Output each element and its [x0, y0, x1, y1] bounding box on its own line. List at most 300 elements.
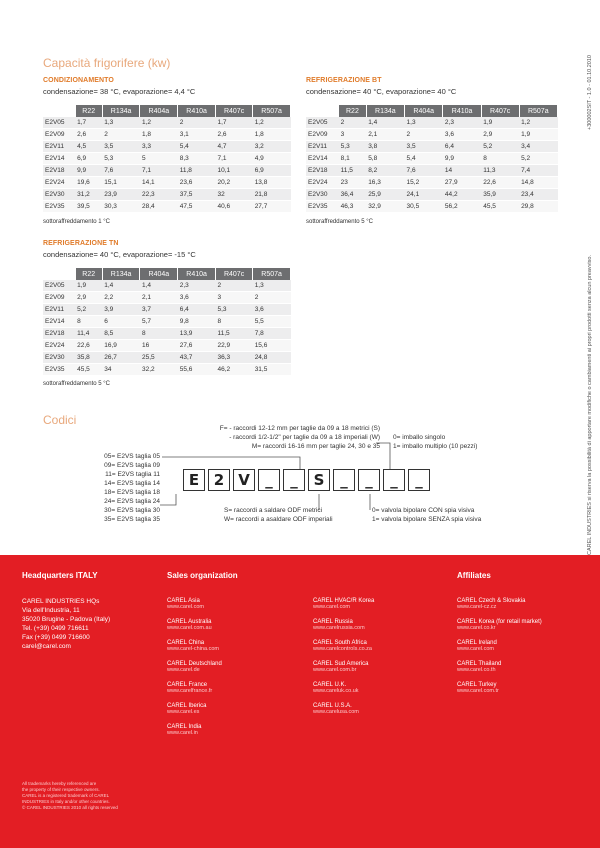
- office-entry: [457, 682, 542, 694]
- side-disclaimer: CAREL INDUSTRIES si riserva la possibilità di apportare modifiche o cambiamenti ai propri prodotti senza alcun preavviso.: [587, 255, 593, 555]
- size-legend-line: 09= E2VS taglia 09: [104, 462, 160, 469]
- code-box: V: [233, 469, 255, 491]
- office-url-link[interactable]: www.carel.com: [313, 604, 350, 610]
- office-entry: [167, 640, 222, 652]
- table-cell: 1,3: [102, 117, 140, 129]
- office-url-link[interactable]: www.carel.es: [167, 709, 200, 715]
- column-header: R507a: [253, 268, 291, 280]
- column-header: R407c: [215, 268, 252, 280]
- table-cell: 6,4: [178, 304, 216, 316]
- table-cell: 32,9: [366, 201, 404, 213]
- sight-legend-line: 0= valvola bipolare CON spia visiva: [372, 507, 475, 514]
- table-cell: 15,2: [405, 177, 443, 189]
- row-label: E2V11: [43, 141, 75, 153]
- row-label: E2V14: [306, 153, 339, 165]
- row-label: E2V30: [43, 189, 75, 201]
- table-cell: 2: [102, 129, 140, 141]
- table-row: [43, 189, 291, 201]
- column-header: R134a: [102, 105, 140, 117]
- table-cell: 25,9: [366, 189, 404, 201]
- code-box: _: [383, 469, 405, 491]
- table-cell: 19,6: [75, 177, 102, 189]
- row-label: E2V35: [43, 364, 75, 376]
- office-name: CAREL Russia: [313, 619, 353, 625]
- table-cell: 22,6: [481, 177, 519, 189]
- table-cell: 27,7: [253, 201, 291, 213]
- table-cell: 55,6: [178, 364, 216, 376]
- table-cell: 16: [140, 340, 178, 352]
- table-cell: 3,8: [366, 141, 404, 153]
- table-cell: 56,2: [443, 201, 481, 213]
- table-cell: 7,4: [519, 165, 557, 177]
- table-row: [43, 177, 291, 189]
- codici-title: Codici: [43, 413, 77, 427]
- row-label: E2V24: [43, 340, 75, 352]
- table-cell: 7,6: [102, 165, 140, 177]
- table-cell: 47,5: [178, 201, 216, 213]
- column-header: R410a: [178, 105, 216, 117]
- column-header: R404a: [405, 105, 443, 117]
- table-cell: 22,3: [140, 189, 178, 201]
- table-cell: 31,2: [75, 189, 102, 201]
- packing-legend-line: 1= imballo multiplo (10 pezzi): [393, 443, 478, 450]
- material-legend: [224, 506, 333, 524]
- table-cell: 5,8: [366, 153, 404, 165]
- office-url-link[interactable]: www.carel.com.tr: [457, 688, 499, 694]
- table-cell: 45,5: [75, 364, 102, 376]
- table-cell: 1,9: [519, 129, 557, 141]
- table-cell: 3,1: [178, 129, 216, 141]
- table-cell: 8: [215, 316, 252, 328]
- office-url-link[interactable]: www.careluk.co.uk: [313, 688, 359, 694]
- table-tn: [43, 268, 291, 376]
- table-cell: 1,3: [253, 280, 291, 292]
- office-url-link[interactable]: www.carel.com: [167, 604, 204, 610]
- table-row: [306, 153, 558, 165]
- row-label: E2V09: [43, 292, 75, 304]
- table-cell: 5,2: [481, 141, 519, 153]
- table-cell: 2: [339, 117, 367, 129]
- office-entry: [313, 598, 374, 610]
- column-header: R134a: [366, 105, 404, 117]
- table-cell: 31,5: [253, 364, 291, 376]
- table-cell: 1,4: [102, 280, 140, 292]
- table-row: [43, 316, 291, 328]
- section-subtitle-tn: condensazione= 40 °C, evaporazione= -15 °C: [43, 250, 196, 259]
- table-cell: 3,4: [519, 141, 557, 153]
- legal-line: the property of their respective owners.: [22, 787, 100, 792]
- table-row: [43, 117, 291, 129]
- office-entry: [457, 640, 542, 652]
- table-cell: 9,9: [75, 165, 102, 177]
- column-header: R507a: [519, 105, 557, 117]
- office-url-link[interactable]: www.carel.com.br: [313, 667, 357, 673]
- table-cell: 7,1: [140, 165, 178, 177]
- table-cell: 5: [140, 153, 178, 165]
- table-cell: 7,8: [253, 328, 291, 340]
- table-cell: 3,5: [102, 141, 140, 153]
- code-box: _: [258, 469, 280, 491]
- office-name: CAREL Sud America: [313, 661, 369, 667]
- table-cell: 5,2: [75, 304, 102, 316]
- office-url-link[interactable]: www.carel.co.th: [457, 667, 496, 673]
- document-code: +300002SIT - 1.0 - 01.10.2010: [587, 55, 593, 130]
- table-cell: 34: [102, 364, 140, 376]
- office-entry: [167, 703, 222, 715]
- table-cell: 30,3: [102, 201, 140, 213]
- table-cell: 4,9: [253, 153, 291, 165]
- table-cell: 22,9: [215, 340, 252, 352]
- table-cell: 2: [178, 117, 216, 129]
- table-cell: 13,9: [178, 328, 216, 340]
- table-cell: 6,9: [75, 153, 102, 165]
- hq-line: Tel. (+39) 0499 716611: [22, 625, 89, 632]
- table-cell: 35,9: [481, 189, 519, 201]
- table-cell: 5,5: [253, 316, 291, 328]
- hq-address: [22, 597, 110, 651]
- table-cell: 11,4: [75, 328, 102, 340]
- legal-line: © CAREL INDUSTRIES 2010 all rights reserved: [22, 805, 118, 810]
- table-cell: 3,2: [253, 141, 291, 153]
- table-cell: 10,1: [215, 165, 252, 177]
- connector-legend-line: M= raccordi 16-16 mm per taglie 24, 30 e 35: [251, 443, 380, 450]
- table-cell: 8,3: [178, 153, 216, 165]
- table-row: [43, 340, 291, 352]
- hq-email[interactable]: carel@carel.com: [22, 643, 71, 650]
- material-legend-line: S= raccordi a saldare ODF metrici: [224, 507, 323, 514]
- table-cell: 3,5: [405, 141, 443, 153]
- table-row: [306, 117, 558, 129]
- row-label: E2V18: [43, 328, 75, 340]
- row-label: E2V14: [43, 153, 75, 165]
- office-url-link[interactable]: www.carelfrance.fr: [167, 688, 213, 694]
- table-row: [43, 292, 291, 304]
- row-label: E2V14: [43, 316, 75, 328]
- table-cell: 28,4: [140, 201, 178, 213]
- office-url-link[interactable]: www.carel.com.au: [167, 625, 212, 631]
- office-entry: [313, 619, 374, 631]
- office-entry: [457, 598, 542, 610]
- table-cell: 3: [339, 129, 367, 141]
- row-label: E2V18: [306, 165, 339, 177]
- table-cell: 1,2: [519, 117, 557, 129]
- table-cell: 3,3: [140, 141, 178, 153]
- table-cell: 3,6: [253, 304, 291, 316]
- code-box: 2: [208, 469, 230, 491]
- table-cell: 44,2: [443, 189, 481, 201]
- office-name: CAREL HVAC/R Korea: [313, 598, 375, 604]
- hq-line: CAREL INDUSTRIES HQs: [22, 598, 100, 605]
- table-cell: 5,3: [215, 304, 252, 316]
- table-cell: 37,5: [178, 189, 216, 201]
- sales-title: Sales organization: [167, 571, 238, 580]
- table-cell: 5,4: [178, 141, 216, 153]
- table-cell: 8: [481, 153, 519, 165]
- table-cell: 1,4: [140, 280, 178, 292]
- sales-column-2: [313, 598, 374, 724]
- table-cell: 2,9: [75, 292, 102, 304]
- table-cell: 7,6: [405, 165, 443, 177]
- code-box: _: [408, 469, 430, 491]
- column-header: R407c: [215, 105, 252, 117]
- office-url-link[interactable]: www.carel.com: [457, 646, 494, 652]
- column-header: R507a: [253, 105, 291, 117]
- office-url-link[interactable]: www.carelcontrols.co.za: [313, 646, 372, 652]
- section-subtitle-cond: condensazione= 38 °C, evaporazione= 4,4 °C: [43, 87, 196, 96]
- size-legend-line: 18= E2VS taglia 18: [104, 489, 160, 496]
- table-cell: 15,6: [253, 340, 291, 352]
- table-cell: 2: [215, 280, 252, 292]
- table-cell: 16,9: [102, 340, 140, 352]
- column-header: R410a: [178, 268, 216, 280]
- note-bt: sottoraffreddamento 5 °C: [306, 219, 373, 225]
- sight-legend-line: 1= valvola bipolare SENZA spia visiva: [372, 516, 482, 523]
- office-entry: [167, 598, 222, 610]
- office-name: CAREL China: [167, 640, 205, 646]
- table-cell: 23: [339, 177, 367, 189]
- sales-column-1: [167, 598, 222, 745]
- table-cell: 14,8: [519, 177, 557, 189]
- table-cell: 21,8: [253, 189, 291, 201]
- office-name: CAREL Czech & Slovakia: [457, 598, 526, 604]
- table-cell: 26,7: [102, 352, 140, 364]
- sight-legend: [372, 506, 481, 524]
- line-connector: [162, 457, 300, 469]
- office-url-link[interactable]: www.carelrussia.com: [313, 625, 365, 631]
- column-header: R22: [339, 105, 367, 117]
- legal-line: INDUSTRIES in Italy and/or other countries.: [22, 799, 110, 804]
- table-cell: 2: [405, 129, 443, 141]
- office-url-link[interactable]: www.carelusa.com: [313, 709, 359, 715]
- table-row: [306, 165, 558, 177]
- code-box: S: [308, 469, 330, 491]
- hq-line: Fax (+39) 0499 716600: [22, 634, 90, 641]
- row-label: E2V05: [306, 117, 339, 129]
- table-cell: 1,8: [253, 129, 291, 141]
- table-cell: 5,7: [140, 316, 178, 328]
- table-cell: 3,6: [443, 129, 481, 141]
- note-cond: sottoraffreddamento 1 °C: [43, 219, 110, 225]
- table-row: [43, 141, 291, 153]
- table-cell: 8,5: [102, 328, 140, 340]
- office-name: CAREL France: [167, 682, 208, 688]
- office-name: CAREL Thailand: [457, 661, 502, 667]
- office-entry: [313, 661, 374, 673]
- row-label: E2V24: [43, 177, 75, 189]
- table-row: [43, 352, 291, 364]
- table-cell: 6: [102, 316, 140, 328]
- table-cell: 1,7: [215, 117, 252, 129]
- table-cell: 27,9: [443, 177, 481, 189]
- office-url-link[interactable]: www.carel.de: [167, 667, 200, 673]
- table-cell: 4,5: [75, 141, 102, 153]
- table-cell: 3,6: [178, 292, 216, 304]
- table-cell: 2,2: [102, 292, 140, 304]
- table-row: [306, 141, 558, 153]
- page-title: Capacità frigorifere (kw): [43, 56, 171, 70]
- office-entry: [457, 619, 542, 631]
- table-cell: 32: [215, 189, 252, 201]
- table-cell: 24,1: [405, 189, 443, 201]
- office-name: CAREL Australia: [167, 619, 212, 625]
- row-label: E2V09: [43, 129, 75, 141]
- table-cell: 1,8: [140, 129, 178, 141]
- office-name: CAREL Deutschland: [167, 661, 222, 667]
- office-url-link[interactable]: www.carel.in: [167, 730, 198, 736]
- table-cell: 23,4: [519, 189, 557, 201]
- table-cell: 23,9: [102, 189, 140, 201]
- column-header: R404a: [140, 105, 178, 117]
- table-cell: 2,6: [215, 129, 252, 141]
- office-entry: [167, 724, 222, 736]
- table-cell: 15,1: [102, 177, 140, 189]
- code-box: _: [283, 469, 305, 491]
- table-cell: 5,4: [405, 153, 443, 165]
- office-entry: [313, 640, 374, 652]
- material-legend-line: W= raccordi a asaldare ODF imperiali: [224, 516, 333, 523]
- table-cell: 27,6: [178, 340, 216, 352]
- table-cell: 14,1: [140, 177, 178, 189]
- table-cell: 9,8: [178, 316, 216, 328]
- table-row: [43, 280, 291, 292]
- table-row: [43, 201, 291, 213]
- table-cell: 46,2: [215, 364, 252, 376]
- section-title-bt: REFRIGERAZIONE BT: [306, 77, 382, 84]
- office-url-link[interactable]: www.carel-cz.cz: [457, 604, 497, 610]
- office-name: CAREL South Africa: [313, 640, 367, 646]
- office-name: CAREL Asia: [167, 598, 200, 604]
- table-cell: 11,5: [339, 165, 367, 177]
- table-cell: 9,9: [443, 153, 481, 165]
- table-cell: 1,4: [366, 117, 404, 129]
- table-cell: 5,2: [519, 153, 557, 165]
- office-url-link[interactable]: www.carel.co.kr: [457, 625, 496, 631]
- table-row: [43, 153, 291, 165]
- column-header: R410a: [443, 105, 481, 117]
- table-cell: 8,1: [339, 153, 367, 165]
- row-label: E2V18: [43, 165, 75, 177]
- table-row: [306, 177, 558, 189]
- table-cell: 2,3: [178, 280, 216, 292]
- office-name: CAREL Korea (for retail market): [457, 619, 542, 625]
- hq-line: 35020 Brugine - Padova (Italy): [22, 616, 111, 623]
- size-legend: [60, 452, 160, 524]
- table-cell: 4,7: [215, 141, 252, 153]
- table-cell: 1,9: [481, 117, 519, 129]
- affiliates-column: [457, 598, 542, 703]
- table-cell: 6,9: [253, 165, 291, 177]
- header-blank: [306, 105, 339, 117]
- table-cell: 45,5: [481, 201, 519, 213]
- table-row: [43, 328, 291, 340]
- office-entry: [313, 703, 374, 715]
- table-cell: 3,7: [140, 304, 178, 316]
- office-entry: [313, 682, 374, 694]
- table-bt: [306, 105, 558, 213]
- office-name: CAREL India: [167, 724, 202, 730]
- table-cell: 13,8: [253, 177, 291, 189]
- row-label: E2V35: [306, 201, 339, 213]
- office-entry: [167, 619, 222, 631]
- row-label: E2V09: [306, 129, 339, 141]
- column-header: R404a: [140, 268, 178, 280]
- table-cond: [43, 105, 291, 213]
- header-blank: [43, 268, 75, 280]
- table-cell: 24,8: [253, 352, 291, 364]
- row-label: E2V30: [43, 352, 75, 364]
- office-url-link[interactable]: www.carel-china.com: [167, 646, 219, 652]
- row-label: E2V24: [306, 177, 339, 189]
- table-row: [43, 129, 291, 141]
- hq-title: Headquarters ITALY: [22, 571, 98, 580]
- table-cell: 2,3: [443, 117, 481, 129]
- row-label: E2V35: [43, 201, 75, 213]
- table-cell: 5,3: [339, 141, 367, 153]
- table-cell: 40,6: [215, 201, 252, 213]
- table-cell: 7,1: [215, 153, 252, 165]
- header-blank: [43, 105, 75, 117]
- section-subtitle-bt: condensazione= 40 °C, evaporazione= 40 °C: [306, 87, 457, 96]
- table-row: [306, 189, 558, 201]
- table-cell: 23,6: [178, 177, 216, 189]
- table-row: [306, 201, 558, 213]
- column-header: R22: [75, 105, 102, 117]
- table-cell: 2,1: [366, 129, 404, 141]
- table-cell: 1,3: [405, 117, 443, 129]
- table-cell: 2,1: [140, 292, 178, 304]
- table-cell: 36,3: [215, 352, 252, 364]
- legal-line: CAREL is a registered trademark of CAREL: [22, 793, 110, 798]
- office-entry: [167, 661, 222, 673]
- table-cell: 1,2: [253, 117, 291, 129]
- column-header: R22: [75, 268, 102, 280]
- table-cell: 8: [75, 316, 102, 328]
- column-header: R407c: [481, 105, 519, 117]
- size-legend-line: 11= E2VS taglia 11: [105, 471, 160, 478]
- line-packing: [376, 443, 390, 469]
- office-name: CAREL Ireland: [457, 640, 497, 646]
- legal-notice: [22, 781, 118, 811]
- table-cell: 14: [443, 165, 481, 177]
- table-cell: 2,6: [75, 129, 102, 141]
- table-cell: 11,5: [215, 328, 252, 340]
- row-label: E2V11: [306, 141, 339, 153]
- size-legend-line: 14= E2VS taglia 14: [104, 480, 160, 487]
- affiliates-title: Affiliates: [457, 571, 491, 580]
- size-legend-line: 35= E2VS taglia 35: [104, 516, 160, 523]
- table-cell: 1,7: [75, 117, 102, 129]
- table-cell: 1,9: [75, 280, 102, 292]
- note-tn: sottoraffreddamento 5 °C: [43, 381, 110, 387]
- packing-legend-line: 0= imballo singolo: [393, 434, 446, 441]
- table-cell: 30,5: [405, 201, 443, 213]
- table-cell: 46,3: [339, 201, 367, 213]
- table-cell: 39,5: [75, 201, 102, 213]
- table-cell: 6,4: [443, 141, 481, 153]
- footer: [0, 555, 600, 848]
- code-box: _: [358, 469, 380, 491]
- row-label: E2V05: [43, 117, 75, 129]
- office-name: CAREL U.K.: [313, 682, 347, 688]
- table-cell: 5,3: [102, 153, 140, 165]
- code-box: _: [333, 469, 355, 491]
- table-cell: 3,9: [102, 304, 140, 316]
- table-cell: 11,8: [178, 165, 216, 177]
- hq-line: Via dell'Industria, 11: [22, 607, 80, 614]
- size-legend-line: 24= E2VS taglia 24: [104, 498, 160, 505]
- table-cell: 2,9: [481, 129, 519, 141]
- office-name: CAREL Turkey: [457, 682, 497, 688]
